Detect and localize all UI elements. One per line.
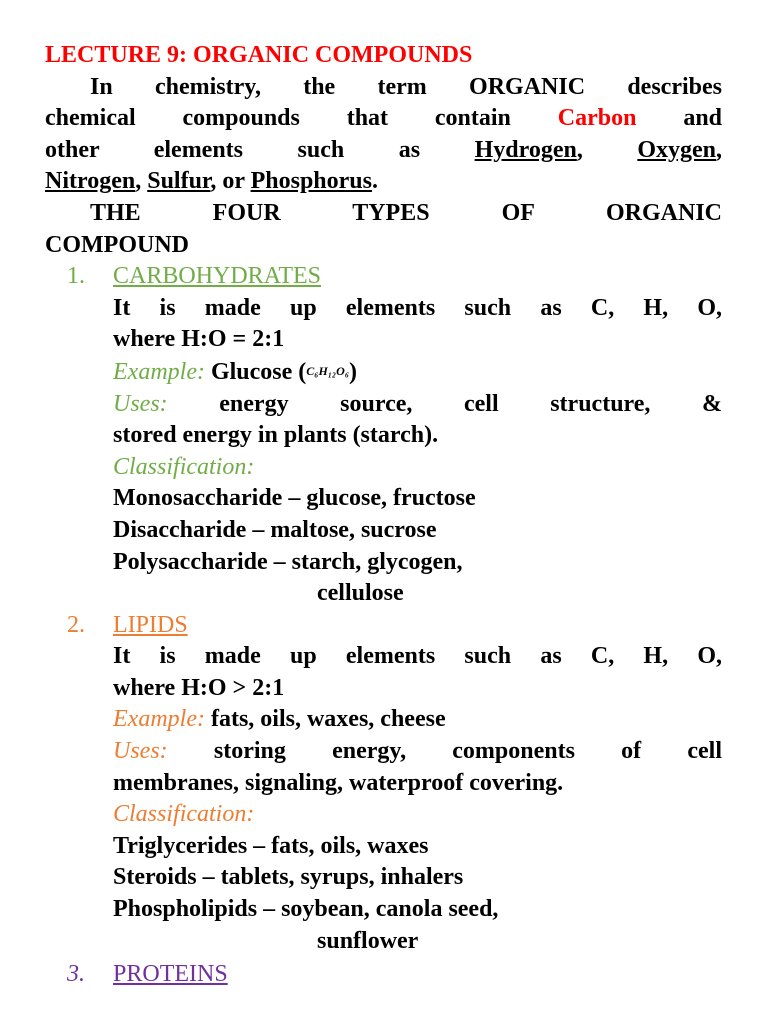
carbohydrates-class-3-cont: cellulose (317, 580, 404, 607)
carbohydrates-uses-2: stored energy in plants (starch). (113, 422, 439, 449)
intro-paragraph (45, 72, 722, 198)
sulfur-term: Sulfur (147, 168, 211, 195)
document-page (45, 40, 722, 991)
lipids-uses-2: membranes, signaling, waterproof covering. (113, 769, 564, 796)
intro-line-3: other elements such as Hydrogen, Oxygen, (45, 136, 723, 163)
four-types-line-2: COMPOUND (45, 231, 189, 258)
carbohydrates-desc-1: It is made up elements such as C, H, O, (113, 294, 722, 321)
carbon-term: Carbon (557, 105, 637, 132)
section-heading-proteins: 3. PROTEINS (67, 961, 228, 988)
phosphorus-term: Phosphorus (250, 168, 372, 195)
lipids-class-3: Phospholipids – soybean, canola seed, (113, 896, 499, 923)
nitrogen-term: Nitrogen (45, 168, 136, 195)
carbohydrates-class-1: Monosaccharide – glucose, fructose (113, 485, 476, 512)
lipids-desc-1: It is made up elements such as C, H, O, (113, 643, 722, 670)
section-lipids (45, 610, 722, 958)
lipids-uses: Uses: storing energy, components of cell (113, 738, 722, 765)
intro-line-2: chemical compounds that contain Carbon and (45, 105, 723, 132)
four-types-heading (45, 198, 722, 261)
carbohydrates-class-2: Disaccharide – maltose, sucrose (113, 516, 437, 543)
carbohydrates-class-3: Polysaccharide – starch, glycogen, (113, 548, 463, 575)
carbohydrates-classification-label: Classification: (113, 453, 255, 480)
four-types-line-1: THE FOUR TYPES OF ORGANIC (90, 199, 722, 226)
section-carbohydrates (45, 261, 722, 610)
glucose-formula: C₆H₁₂O₆ (306, 363, 350, 378)
section-heading-lipids: 2. LIPIDS (67, 611, 188, 638)
lipids-desc-2: where H:O > 2:1 (113, 674, 285, 701)
lipids-class-2: Steroids – tablets, syrups, inhalers (113, 864, 464, 891)
lipids-example: Example: fats, oils, waxes, cheese (113, 706, 446, 733)
intro-line-4: Nitrogen, Sulfur, or Phosphorus. (45, 168, 378, 195)
section-heading-carbohydrates: 1. CARBOHYDRATES (67, 263, 322, 290)
carbohydrates-uses: Uses: energy source, cell structure, & (113, 390, 723, 417)
lipids-classification-label: Classification: (113, 801, 255, 828)
lipids-class-1: Triglycerides – fats, oils, waxes (113, 832, 429, 859)
hydrogen-term: Hydrogen (474, 136, 577, 163)
carbohydrates-example: Example: Glucose (C₆H₁₂O₆) (113, 358, 358, 385)
lipids-class-3-cont: sunflower (317, 927, 419, 954)
page-title: LECTURE 9: ORGANIC COMPOUNDS (45, 42, 473, 68)
intro-line-1: In chemistry, the term ORGANIC describes (90, 73, 722, 100)
carbohydrates-desc-2: where H:O = 2:1 (113, 326, 285, 353)
section-proteins (45, 959, 722, 991)
oxygen-term: Oxygen (637, 136, 717, 163)
